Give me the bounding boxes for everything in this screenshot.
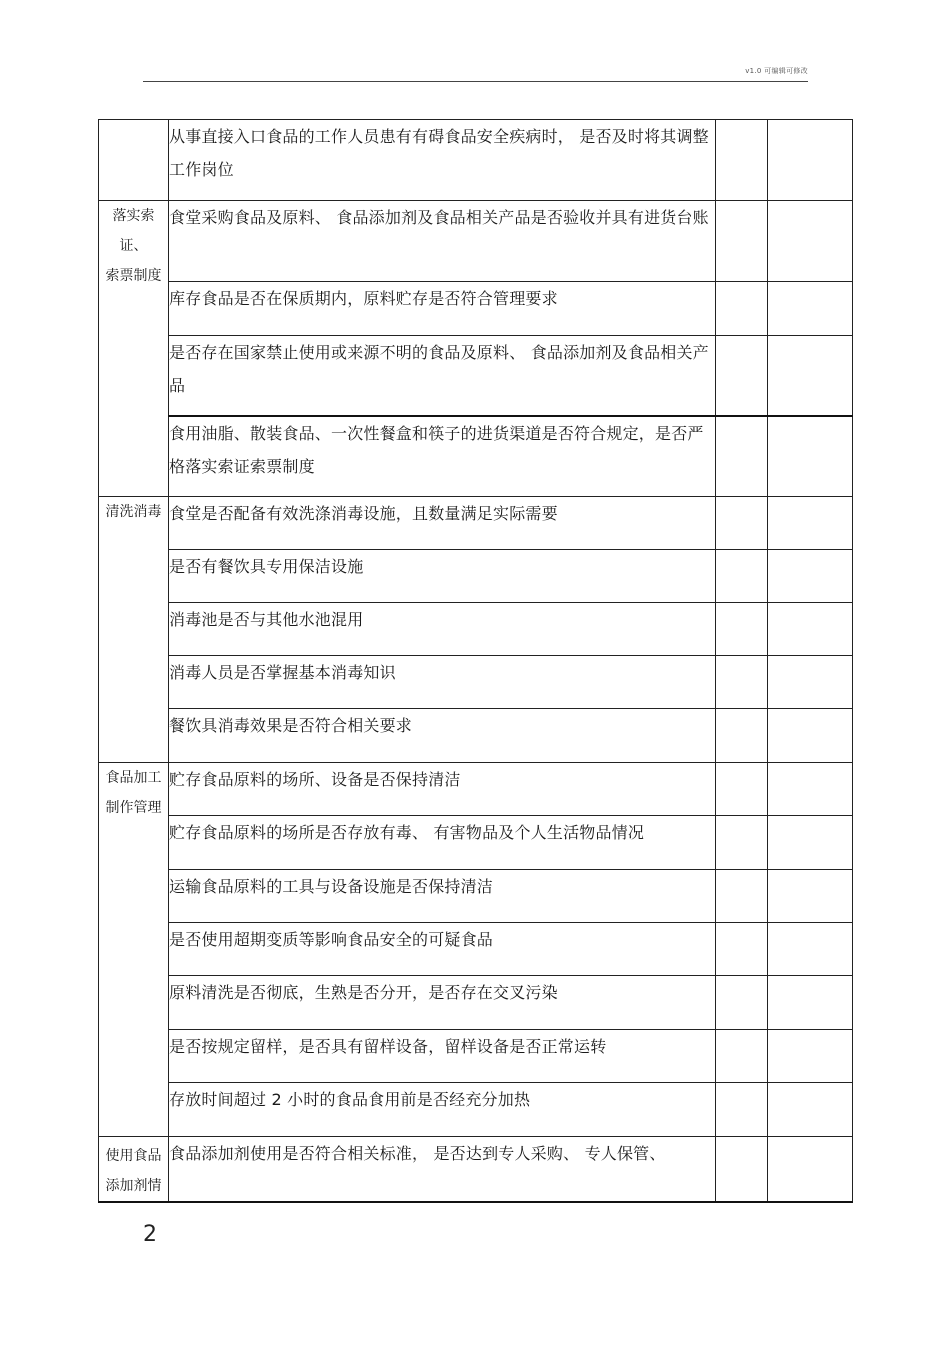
check-box-yes[interactable] — [716, 201, 768, 282]
check-box-yes[interactable] — [716, 1137, 768, 1203]
checklist-row — [99, 1083, 853, 1137]
check-item: 食堂是否配备有效洗涤消毒设施，且数量满足实际需要 — [169, 497, 716, 550]
category-cell-food-additives — [99, 1137, 169, 1203]
check-box-no[interactable] — [768, 923, 853, 976]
version-label: v1.0 可编辑可修改 — [745, 67, 808, 75]
inspection-checklist-table — [98, 119, 853, 1203]
checklist-row — [99, 336, 853, 416]
check-box-yes[interactable] — [716, 1083, 768, 1137]
category-cell-empty — [99, 120, 169, 201]
category-label: 证、 — [119, 238, 148, 254]
check-item: 食品添加剂使用是否符合相关标准， 是否达到专人采购、 专人保管、 — [169, 1137, 716, 1203]
checklist-row — [99, 763, 853, 816]
check-box-yes[interactable] — [716, 282, 768, 336]
checklist-row — [99, 656, 853, 709]
check-box-yes[interactable] — [716, 416, 768, 497]
check-item: 从事直接入口食品的工作人员患有有碍食品安全疾病时， 是否及时将其调整工作岗位 — [169, 120, 716, 201]
check-item: 存放时间超过 2 小时的食品食用前是否经充分加热 — [169, 1083, 716, 1137]
check-box-yes[interactable] — [716, 656, 768, 709]
category-cell-supply-records — [99, 201, 169, 497]
check-box-no[interactable] — [768, 120, 853, 201]
check-box-yes[interactable] — [716, 709, 768, 763]
check-box-yes[interactable] — [716, 497, 768, 550]
category-label: 添加剂情 — [105, 1178, 162, 1194]
check-box-yes[interactable] — [716, 603, 768, 656]
check-box-yes[interactable] — [716, 120, 768, 201]
check-box-no[interactable] — [768, 282, 853, 336]
check-box-no[interactable] — [768, 816, 853, 870]
check-box-no[interactable] — [768, 201, 853, 282]
check-item: 消毒人员是否掌握基本消毒知识 — [169, 656, 716, 709]
checklist-row — [99, 201, 853, 282]
checklist-row — [99, 1030, 853, 1083]
check-box-yes[interactable] — [716, 1030, 768, 1083]
category-label: 索票制度 — [105, 268, 162, 284]
page-number: 2 — [143, 1222, 157, 1247]
check-box-no[interactable] — [768, 1083, 853, 1137]
check-item: 贮存食品原料的场所是否存放有毒、 有害物品及个人生活物品情况 — [169, 816, 716, 870]
header-divider — [143, 81, 808, 82]
check-box-no[interactable] — [768, 976, 853, 1030]
check-item: 是否存在国家禁止使用或来源不明的食品及原料、 食品添加剂及食品相关产品 — [169, 336, 716, 416]
check-item: 贮存食品原料的场所、设备是否保持清洁 — [169, 763, 716, 816]
check-box-no[interactable] — [768, 1030, 853, 1083]
check-box-yes[interactable] — [716, 976, 768, 1030]
checklist-row — [99, 497, 853, 550]
category-label: 食品加工 — [105, 770, 162, 786]
check-item: 原料清洗是否彻底，生熟是否分开，是否存在交叉污染 — [169, 976, 716, 1030]
check-box-no[interactable] — [768, 603, 853, 656]
checklist-row — [99, 416, 853, 497]
check-item: 食堂采购食品及原料、 食品添加剂及食品相关产品是否验收并具有进货台账 — [169, 201, 716, 282]
checklist-row — [99, 816, 853, 870]
checklist-row — [99, 976, 853, 1030]
check-box-yes[interactable] — [716, 816, 768, 870]
check-box-no[interactable] — [768, 656, 853, 709]
check-box-no[interactable] — [768, 497, 853, 550]
check-item: 是否按规定留样，是否具有留样设备，留样设备是否正常运转 — [169, 1030, 716, 1083]
check-box-no[interactable] — [768, 336, 853, 416]
check-box-no[interactable] — [768, 550, 853, 603]
check-box-no[interactable] — [768, 416, 853, 497]
check-item: 消毒池是否与其他水池混用 — [169, 603, 716, 656]
category-cell-food-processing — [99, 763, 169, 1137]
check-box-yes[interactable] — [716, 336, 768, 416]
checklist-row — [99, 923, 853, 976]
category-label: 使用食品 — [105, 1148, 162, 1164]
check-box-yes[interactable] — [716, 550, 768, 603]
category-label: 制作管理 — [105, 800, 162, 816]
check-item: 运输食品原料的工具与设备设施是否保持清洁 — [169, 870, 716, 923]
category-cell-cleaning-disinfection — [99, 497, 169, 763]
check-box-yes[interactable] — [716, 763, 768, 816]
checklist-row — [99, 282, 853, 336]
check-box-yes[interactable] — [716, 870, 768, 923]
checklist-row — [99, 1137, 853, 1203]
checklist-row — [99, 603, 853, 656]
checklist-row — [99, 709, 853, 763]
check-box-yes[interactable] — [716, 923, 768, 976]
check-item: 食用油脂、散装食品、一次性餐盒和筷子的进货渠道是否符合规定，是否严格落实索证索票制度 — [169, 416, 716, 497]
check-item: 餐饮具消毒效果是否符合相关要求 — [169, 709, 716, 763]
check-item: 是否使用超期变质等影响食品安全的可疑食品 — [169, 923, 716, 976]
check-box-no[interactable] — [768, 709, 853, 763]
checklist-row — [99, 550, 853, 603]
check-item: 库存食品是否在保质期内，原料贮存是否符合管理要求 — [169, 282, 716, 336]
category-label: 落实索 — [112, 208, 155, 224]
category-label: 清洗消毒 — [105, 504, 162, 520]
check-item: 是否有餐饮具专用保洁设施 — [169, 550, 716, 603]
checklist-row — [99, 120, 853, 201]
checklist-row — [99, 870, 853, 923]
check-box-no[interactable] — [768, 1137, 853, 1203]
check-box-no[interactable] — [768, 763, 853, 816]
check-box-no[interactable] — [768, 870, 853, 923]
